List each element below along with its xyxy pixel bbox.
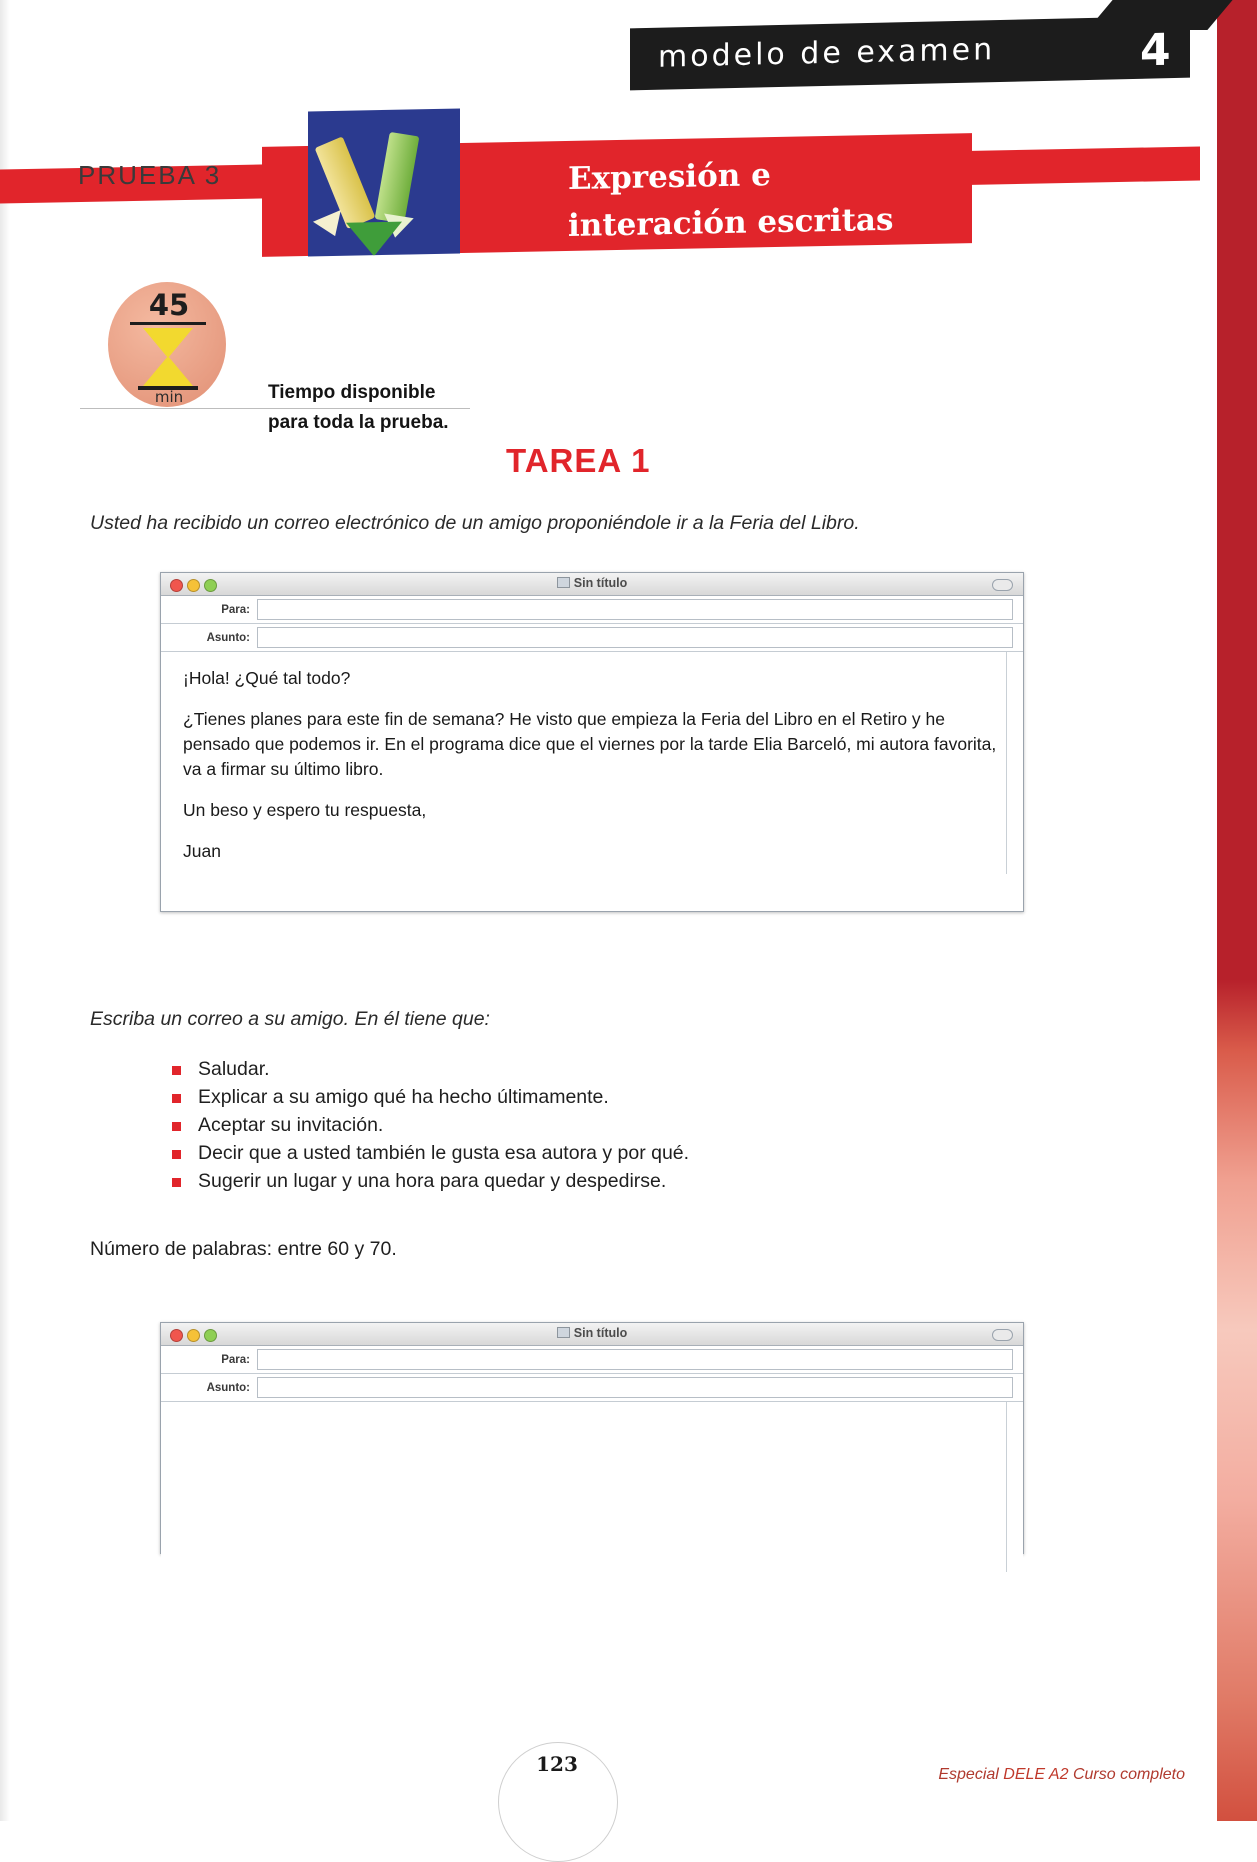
time-available-line1: Tiempo disponible	[268, 382, 436, 403]
received-email-to-row	[161, 596, 1023, 623]
toolbar-toggle-icon[interactable]	[992, 1329, 1013, 1341]
prueba-title	[568, 148, 988, 250]
page-number: 123	[536, 1752, 578, 1776]
header-band	[630, 16, 1190, 91]
list-item: Saludar.	[172, 1055, 1032, 1083]
timer-unit-label: min	[154, 388, 184, 406]
answer-email-body-input[interactable]	[161, 1401, 1023, 1572]
answer-email-subject-label: Asunto:	[206, 1381, 250, 1394]
hourglass-top-icon	[143, 328, 193, 358]
answer-email-subject-input[interactable]	[257, 1377, 1013, 1398]
prueba-title-line1: Expresión e	[568, 157, 771, 198]
timer-minutes-value: 45	[148, 288, 190, 322]
toolbar-toggle-icon[interactable]	[992, 579, 1013, 591]
list-item: Sugerir un lugar y una hora para quedar y despedirse.	[172, 1167, 1032, 1195]
page-right-color-strip	[1217, 0, 1257, 1821]
prueba-title-line2: interación escritas	[568, 201, 894, 245]
time-available-text	[268, 378, 449, 438]
body-right-rule	[1006, 652, 1007, 874]
pencil-green-icon	[375, 132, 420, 224]
exam-model-number: 4	[1140, 24, 1171, 77]
green-arrow-icon	[346, 222, 402, 257]
received-email-title	[161, 576, 1023, 590]
task-instruction: Escriba un correo a su amigo. En él tiene que:	[90, 1008, 490, 1030]
received-email-to-label: Para:	[221, 603, 250, 616]
exam-model-label: modelo de examen	[658, 32, 996, 75]
body-right-rule	[1006, 1402, 1007, 1572]
answer-email-to-input[interactable]	[257, 1349, 1013, 1370]
timer-divider	[130, 322, 206, 325]
footer-credit-especial: Especial	[938, 1766, 999, 1783]
answer-email-title-text: Sin título	[573, 1326, 628, 1340]
received-email-paragraph: Juan	[183, 841, 221, 861]
received-email-window	[160, 572, 1024, 912]
footer-credit-rest: Curso completo	[1072, 1766, 1185, 1783]
document-icon	[557, 1327, 570, 1338]
pencil-yellow-icon	[315, 136, 376, 229]
list-item: Aceptar su invitación.	[172, 1111, 1032, 1139]
received-email-paragraph: Un beso y espero tu respuesta,	[183, 800, 427, 820]
page-right-white-gutter	[1199, 0, 1217, 1821]
received-email-body	[161, 651, 1023, 874]
received-email-titlebar	[161, 573, 1023, 596]
prueba-label: PRUEBA 3	[78, 160, 222, 190]
footer-credit	[938, 1766, 1185, 1784]
task-heading: TAREA 1	[506, 442, 651, 479]
word-count-note: Número de palabras: entre 60 y 70.	[90, 1238, 397, 1260]
task-bullet-list	[172, 1055, 1032, 1195]
received-email-to-input[interactable]	[257, 599, 1013, 620]
received-email-paragraph: ¡Hola! ¿Qué tal todo?	[183, 668, 351, 688]
document-icon	[557, 577, 570, 588]
received-email-subject-label: Asunto:	[206, 631, 250, 644]
answer-email-window	[160, 1322, 1024, 1554]
list-item: Explicar a su amigo qué ha hecho últimamente.	[172, 1083, 1032, 1111]
received-email-title-text: Sin título	[573, 576, 628, 590]
received-email-subject-row	[161, 624, 1023, 651]
task-intro: Usted ha recibido un correo electrónico de un amigo proponiéndole ir a la Feria del Libro.	[90, 512, 860, 534]
answer-email-titlebar	[161, 1323, 1023, 1346]
answer-email-to-row	[161, 1346, 1023, 1373]
footer-credit-dele: DELE A2	[1003, 1766, 1069, 1783]
list-item: Decir que a usted también le gusta esa autora y por qué.	[172, 1139, 1032, 1167]
received-email-paragraph: ¿Tienes planes para este fin de semana? He visto que empieza la Feria del Libro en el Retiro y he pensado que podemos ir. En el programa dice que el viernes por la tarde Elia Barceló, mi autora favorita, va a firmar su último libro.	[183, 709, 997, 779]
page-left-edge	[0, 0, 10, 1821]
time-available-line2: para toda la prueba.	[268, 412, 449, 433]
received-email-subject-input[interactable]	[257, 627, 1013, 648]
answer-email-to-label: Para:	[221, 1353, 250, 1366]
answer-email-title	[161, 1326, 1023, 1340]
answer-email-subject-row	[161, 1374, 1023, 1401]
pencils-icon	[308, 109, 460, 257]
hourglass-bottom-icon	[143, 356, 193, 386]
